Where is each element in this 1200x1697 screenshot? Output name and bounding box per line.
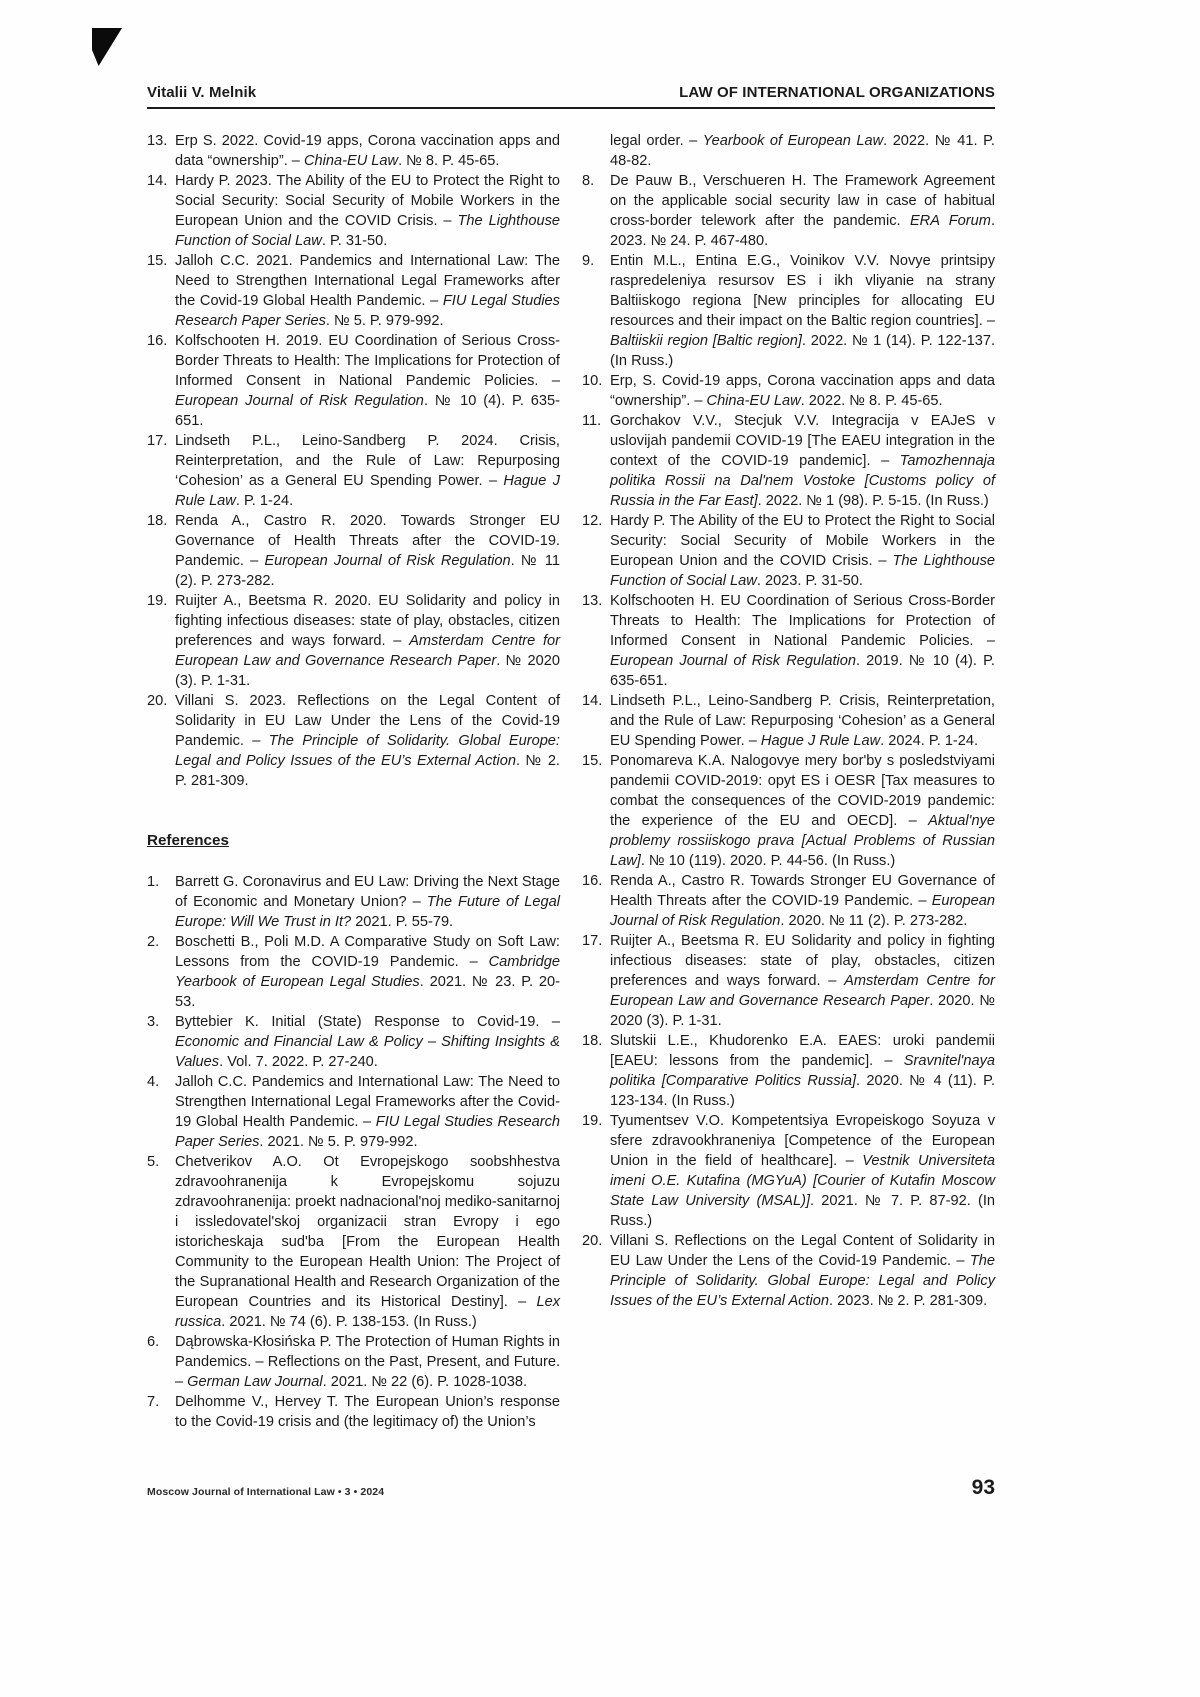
reference-text-segment: Kolfschooten H. EU Coordination of Serious Cross-Border Threats to Health: The Implications for Protection of Informed Consent in National Pandemic Policies. – xyxy=(610,593,995,649)
reference-number: 15. xyxy=(147,253,168,269)
reference-text-segment: . 2020. № 2020 (3). P. 1-31. xyxy=(610,993,996,1029)
reference-number: 18. xyxy=(582,1033,603,1049)
reference-text-segment: Delhomme V., Hervey T. The European Union’s response to the Covid-19 crisis and (the legitimacy of) the Union’s xyxy=(175,1394,560,1430)
reference-text xyxy=(175,431,560,511)
reference-text xyxy=(610,751,995,871)
reference-number: 1. xyxy=(147,874,160,890)
reference-text xyxy=(610,1031,995,1111)
reference-number: 4. xyxy=(147,1074,160,1090)
reference-text-segment: Villani S. 2023. Reflections on the Legal Content of Solidarity in EU Law Under the Lens of the Covid-19 Pandemic. – xyxy=(175,693,560,749)
reference-number: 17. xyxy=(147,433,168,449)
reference-text xyxy=(175,1332,560,1392)
reference-source-title: Economic and Financial Law & Policy – Shifting Insights & Values xyxy=(175,1034,560,1070)
reference-source-title: European Journal of Risk Regulation xyxy=(610,653,856,669)
reference-source-title: Cambridge Yearbook of European Legal Studies xyxy=(175,954,560,990)
scan-artifact xyxy=(92,28,122,66)
bibliography-list xyxy=(147,131,560,791)
reference-text-segment: Jalloh C.C. 2021. Pandemics and International Law: The Need to Strengthen International Legal Frameworks after the Covid-19 Global Health Pandemic. – xyxy=(175,253,560,309)
reference-text xyxy=(610,1231,995,1311)
reference-number: 20. xyxy=(582,1233,603,1249)
reference-source-title: Vestnik Universiteta imeni O.E. Kutafina (MGYuA) [Courier of Kutafin Moscow State Law University (MSAL)] xyxy=(610,1153,995,1209)
reference-text-segment: . № 10 (119). 2020. P. 44-56. (In Russ.) xyxy=(640,853,896,869)
reference-text xyxy=(175,1152,560,1332)
reference-text-segment: . 2021. № 5. P. 979-992. xyxy=(259,1134,418,1150)
reference-text-segment: Lindseth P.L., Leino-Sandberg P. Crisis, Reinterpretation, and the Rule of Law: Repurposing ‘Cohesion’ as a General EU Spending Power. – xyxy=(610,693,995,749)
reference-text-segment: . 2023. № 24. P. 467-480. xyxy=(610,213,995,249)
reference-source-title: German Law Journal xyxy=(187,1374,323,1390)
reference-source-title: Aktual'nye problemy rossiiskogo prava [Actual Problems of Russian Law] xyxy=(610,813,995,869)
reference-text-segment: . № 11 (2). P. 273-282. xyxy=(175,553,561,589)
reference-item xyxy=(147,1012,560,1072)
reference-text-segment: Gorchakov V.V., Stecjuk V.V. Integracija v EAJeS v uslovijah pandemii COVID-19 [The EAEU integration in the context of the COVID-19 pandemic]. – xyxy=(610,413,995,469)
author-name: Vitalii V. Melnik xyxy=(147,84,257,101)
reference-text-segment: . № 2. P. 281-309. xyxy=(175,753,560,789)
reference-text xyxy=(175,872,560,932)
reference-item xyxy=(147,591,560,691)
reference-source-title: ERA Forum xyxy=(909,213,991,229)
reference-text-segment: Tyumentsev V.O. Kompetentsiya Evropeiskogo Soyuza v sfere zdravookhraneniya [Competence of the European Union in the field of healthcare]. – xyxy=(610,1113,995,1169)
reference-item xyxy=(147,431,560,511)
reference-text-segment: Villani S. Reflections on the Legal Content of Solidarity in EU Law Under the Lens of the Covid-19 Pandemic. – xyxy=(610,1233,995,1269)
reference-item xyxy=(147,691,560,791)
reference-number: 8. xyxy=(582,173,595,189)
reference-source-title: Tamozhennaja politika Rossii na Dal'nem Vostoke [Customs policy of Russia in the Far East] xyxy=(610,453,995,509)
reference-item xyxy=(147,932,560,1012)
reference-text-segment: . 2022. № 1 (98). P. 5-15. (In Russ.) xyxy=(757,493,989,509)
reference-number: 3. xyxy=(147,1014,160,1030)
reference-item xyxy=(147,171,560,251)
reference-number: 17. xyxy=(582,933,603,949)
reference-text-segment: . № 5. P. 979-992. xyxy=(325,313,444,329)
reference-text-segment: . P. 31-50. xyxy=(321,233,388,249)
reference-text xyxy=(175,691,560,791)
reference-text-segment: Dąbrowska-Kłosińska P. The Protection of Human Rights in Pandemics. – Reflections on the Past, Present, and Future. – xyxy=(175,1334,560,1390)
reference-text xyxy=(610,511,995,591)
reference-item xyxy=(147,331,560,431)
reference-number: 7. xyxy=(147,1394,160,1410)
reference-text-segment: . № 2020 (3). P. 1-31. xyxy=(175,653,560,689)
reference-source-title: Yearbook of European Law xyxy=(702,133,884,149)
reference-text-segment: . 2022. № 41. P. 48-82. xyxy=(610,133,995,169)
reference-text xyxy=(175,131,560,171)
reference-text-segment: Ruijter A., Beetsma R. EU Solidarity and policy in fighting infectious diseases: state of play, obstacles, citizen preferences and ways forward. – xyxy=(610,933,995,989)
reference-text-segment: . 2020. № 4 (11). P. 123-134. (In Russ.) xyxy=(610,1073,996,1109)
reference-text-segment: . Vol. 7. 2022. P. 27-240. xyxy=(219,1054,378,1070)
references-list-left xyxy=(147,872,560,1432)
references-list-right xyxy=(582,171,995,1311)
reference-text-segment: Renda A., Castro R. Towards Stronger EU Governance of Health Threats after the COVID-19 Pandemic. – xyxy=(610,873,995,909)
reference-source-title: The Principle of Solidarity. Global Europe: Legal and Policy Issues of the EU’s External Action xyxy=(175,733,560,769)
reference-text-segment: . № 8. P. 45-65. xyxy=(398,153,500,169)
footer-journal-line: Moscow Journal of International Law • 3 • 2024 xyxy=(147,1486,385,1498)
reference-text-segment: Erp S. 2022. Covid-19 apps, Corona vaccination apps and data “ownership”. – xyxy=(175,133,560,169)
reference-text-segment: . P. 1-24. xyxy=(235,493,294,509)
reference-item xyxy=(582,1231,995,1311)
reference-item xyxy=(582,411,995,511)
reference-number: 11. xyxy=(582,413,602,429)
reference-text-segment: Byttebier K. Initial (State) Response to Covid-19. – xyxy=(175,1014,560,1030)
reference-source-title: FIU Legal Studies Research Paper Series xyxy=(175,293,560,329)
reference-number: 5. xyxy=(147,1154,160,1170)
reference-source-title: European Journal of Risk Regulation xyxy=(610,893,995,929)
reference-text-segment: Hardy P. The Ability of the EU to Protect the Right to Social Security: Social Security of Mobile Workers in the European Union and the COVID Crisis. – xyxy=(610,513,995,569)
reference-item xyxy=(582,871,995,931)
reference-text-segment: 2021. P. 55-79. xyxy=(351,914,454,930)
reference-source-title: Amsterdam Centre for European Law and Governance Research Paper xyxy=(610,973,995,1009)
reference-source-title: China-EU Law xyxy=(303,153,399,169)
reference-text-segment: Ruijter A., Beetsma R. 2020. EU Solidarity and policy in fighting infectious diseases: state of play, obstacles, citizen preferences and ways forward. – xyxy=(175,593,560,649)
reference-item xyxy=(582,371,995,411)
reference-number: 10. xyxy=(582,373,603,389)
reference-text-segment: Erp, S. Covid-19 apps, Corona vaccination apps and data “ownership”. – xyxy=(610,373,995,409)
reference-text xyxy=(175,511,560,591)
reference-text xyxy=(175,251,560,331)
reference-continuation xyxy=(582,131,995,171)
reference-source-title: The Future of Legal Europe: Will We Trust in It? xyxy=(175,894,560,930)
running-title: LAW OF INTERNATIONAL ORGANIZATIONS xyxy=(679,84,995,101)
reference-text xyxy=(175,1012,560,1072)
reference-source-title: European Journal of Risk Regulation xyxy=(264,553,511,569)
reference-item xyxy=(582,511,995,591)
reference-text xyxy=(610,1111,995,1231)
reference-number: 16. xyxy=(582,873,603,889)
reference-number: 9. xyxy=(582,253,595,269)
reference-source-title: The Principle of Solidarity. Global Europe: Legal and Policy Issues of the EU’s External Action xyxy=(610,1253,995,1309)
reference-source-title: Sravnitel'naya politika [Comparative Politics Russia] xyxy=(610,1053,995,1089)
reference-text xyxy=(610,691,995,751)
reference-source-title: Amsterdam Centre for European Law and Governance Research Paper xyxy=(175,633,560,669)
reference-text-segment: . 2021. № 74 (6). P. 138-153. (In Russ.) xyxy=(221,1314,477,1330)
reference-source-title: Hague J Rule Law xyxy=(175,473,561,509)
reference-text xyxy=(175,171,560,251)
reference-text-segment: . 2023. № 2. P. 281-309. xyxy=(829,1293,988,1309)
reference-number: 16. xyxy=(147,333,168,349)
reference-text-segment: . 2023. P. 31-50. xyxy=(756,573,863,589)
reference-number: 15. xyxy=(582,753,603,769)
reference-item xyxy=(582,1111,995,1231)
reference-text xyxy=(175,591,560,691)
reference-source-title: Hague J Rule Law xyxy=(760,733,881,749)
reference-text xyxy=(610,371,995,411)
reference-text-segment: . 2022. № 1 (14). P. 122-137. (In Russ.) xyxy=(610,333,995,369)
reference-source-title: The Lighthouse Function of Social Law xyxy=(610,553,995,589)
reference-number: 18. xyxy=(147,513,168,529)
reference-text-segment: . 2021. № 23. P. 20-53. xyxy=(175,974,561,1010)
reference-source-title: China-EU Law xyxy=(706,393,801,409)
reference-item xyxy=(147,1152,560,1332)
reference-text-segment: Chetverikov A.O. Ot Evropejskogo soobshhestva zdravoohranenija k Evropejskomu sojuzu zdravoohranenija: proekt nadnacional'noj mediko-sanitarnoj i issledovatel'skoj organizacii stran Evropy i ego istoricheskaja sud'ba [From the European Health Community to the European Health Union: The Project of the Supranational Health and Research Organization of the European Countries and its Historical Destiny]. – xyxy=(175,1154,560,1310)
reference-text-segment: . 2022. № 8. P. 45-65. xyxy=(800,393,943,409)
reference-text-segment: Renda A., Castro R. 2020. Towards Stronger EU Governance of Health Threats after the COVID-19. Pandemic. – xyxy=(175,513,560,569)
reference-text-segment: . 2019. № 10 (4). P. 635-651. xyxy=(610,653,995,689)
reference-text xyxy=(610,411,995,511)
reference-source-title: Lex russica xyxy=(175,1294,560,1330)
reference-item xyxy=(582,691,995,751)
reference-number: 6. xyxy=(147,1334,160,1350)
reference-item xyxy=(147,1392,560,1432)
reference-text xyxy=(610,931,995,1031)
reference-text-segment: Jalloh C.C. Pandemics and International Law: The Need to Strengthen International Legal Frameworks after the Covid-19 Global Health Pandemic. – xyxy=(175,1074,560,1130)
reference-item xyxy=(582,171,995,251)
reference-item xyxy=(147,1332,560,1392)
references-heading: References xyxy=(147,832,229,849)
reference-number: 13. xyxy=(582,593,603,609)
reference-number: 12. xyxy=(582,513,603,529)
reference-item xyxy=(582,931,995,1031)
page-number: 93 xyxy=(971,1476,995,1499)
page-header xyxy=(147,84,995,101)
reference-text-segment: De Pauw B., Verschueren H. The Framework Agreement on the applicable social security law in case of habitual cross-border telework after the pandemic. xyxy=(610,173,995,229)
reference-item xyxy=(147,131,560,171)
reference-text-segment: Entin M.L., Entina E.G., Voinikov V.V. Novye printsipy raspredeleniya resursov ES i ikh vliyanie na strany Baltiiskogo regiona [New principles for allocating EU resources and their impact on the Baltic region countries]. – xyxy=(610,253,995,329)
reference-item xyxy=(582,1031,995,1111)
reference-item xyxy=(147,251,560,331)
reference-text xyxy=(175,1392,560,1432)
content-columns xyxy=(147,131,995,1432)
reference-text xyxy=(610,871,995,931)
reference-source-title: European Journal of Risk Regulation xyxy=(175,393,424,409)
reference-text xyxy=(175,932,560,1012)
reference-number: 14. xyxy=(582,693,603,709)
reference-text xyxy=(610,591,995,691)
reference-text-segment: . 2024. P. 1-24. xyxy=(880,733,979,749)
reference-source-title: Baltiiskii region [Baltic region] xyxy=(610,333,802,349)
reference-text-segment: Barrett G. Coronavirus and EU Law: Driving the Next Stage of Economic and Monetary Union? – xyxy=(175,874,560,910)
reference-number: 19. xyxy=(147,593,168,609)
reference-text-segment: Kolfschooten H. 2019. EU Coordination of Serious Cross-Border Threats to Health: The Implications for Protection of Informed Consent in National Pandemic Policies. – xyxy=(175,333,560,389)
reference-item xyxy=(147,1072,560,1152)
reference-number: 14. xyxy=(147,173,168,189)
reference-text-segment: Slutskii L.E., Khudorenko E.A. EAES: uroki pandemii [EAEU: lessons from the pandemic]. – xyxy=(610,1033,995,1069)
right-column xyxy=(582,131,995,1432)
reference-text-segment: Ponomareva K.A. Nalogovye mery bor'by s posledstviyami pandemii COVID-2019: opyt ES i OESR [Tax measures to combat the consequences of the COVID-2019 pandemic: the experience of the EU and OECD]. – xyxy=(610,753,995,829)
reference-source-title: FIU Legal Studies Research Paper Series xyxy=(175,1114,560,1150)
reference-text xyxy=(610,251,995,371)
reference-text-segment: Hardy P. 2023. The Ability of the EU to Protect the Right to Social Security: Social Security of Mobile Workers in the European Union and the COVID Crisis. – xyxy=(175,173,560,229)
left-column xyxy=(147,131,560,1432)
reference-text xyxy=(610,171,995,251)
reference-number: 20. xyxy=(147,693,168,709)
reference-text xyxy=(175,331,560,431)
reference-item xyxy=(582,251,995,371)
reference-text xyxy=(175,1072,560,1152)
reference-text-segment: Boschetti B., Poli M.D. A Comparative Study on Soft Law: Lessons from the COVID-19 Pandemic. – xyxy=(175,934,560,970)
reference-item xyxy=(582,751,995,871)
reference-number: 19. xyxy=(582,1113,603,1129)
reference-text-segment: . 2021. № 7. P. 87-92. (In Russ.) xyxy=(610,1193,995,1229)
reference-text-segment: . 2021. № 22 (6). P. 1028-1038. xyxy=(322,1374,528,1390)
reference-item xyxy=(147,872,560,932)
reference-number: 2. xyxy=(147,934,160,950)
reference-item xyxy=(582,591,995,691)
reference-text-segment: legal order. – xyxy=(610,133,703,149)
reference-item xyxy=(147,511,560,591)
reference-number: 13. xyxy=(147,133,168,149)
reference-source-title: The Lighthouse Function of Social Law xyxy=(175,213,560,249)
reference-text-segment: Lindseth P.L., Leino-Sandberg P. 2024. Crisis, Reinterpretation, and the Rule of Law: Repurposing ‘Cohesion’ as a General EU Spending Power. – xyxy=(175,433,560,489)
reference-text-segment: . № 10 (4). P. 635-651. xyxy=(175,393,560,429)
reference-text-segment: . 2020. № 11 (2). P. 273-282. xyxy=(780,913,968,929)
header-rule xyxy=(147,107,995,109)
